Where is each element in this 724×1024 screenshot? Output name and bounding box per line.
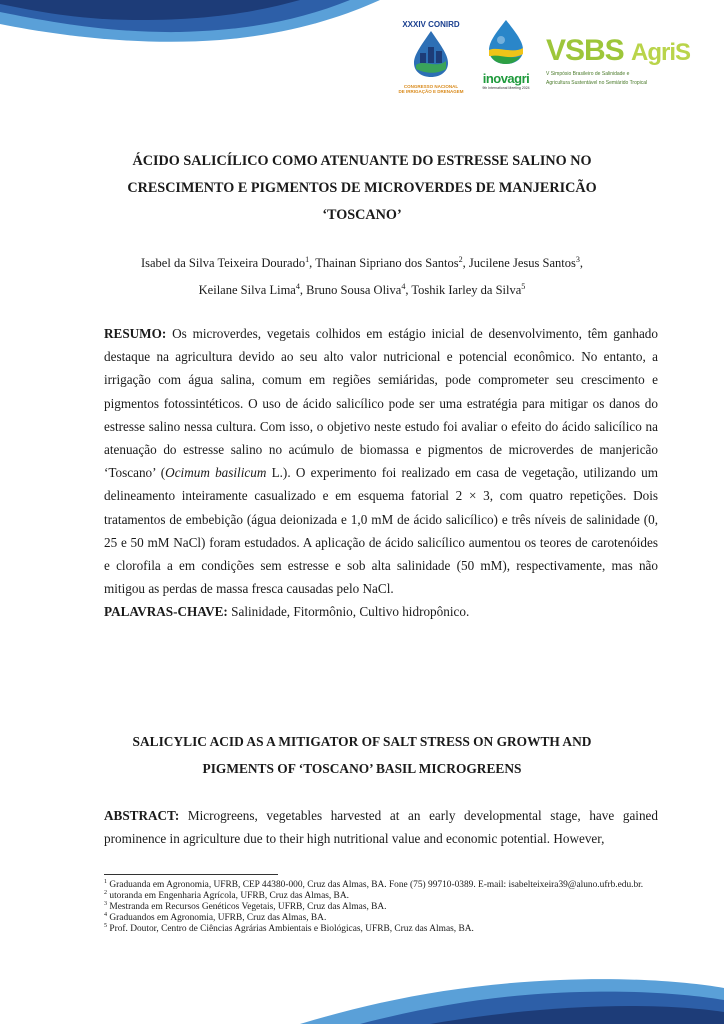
footnote-text: utoranda em Engenharia Agrícola, UFRB, Cruz das Almas, BA.	[107, 891, 349, 901]
footnote	[104, 880, 658, 891]
inovagri-logo	[472, 18, 540, 90]
globe-drop-icon	[483, 18, 529, 66]
author-name: Isabel da Silva Teixeira Dourado	[140, 256, 306, 270]
vsbs-logo-vsbs: VSBS	[546, 34, 624, 67]
author-affiliation-mark: 4	[401, 281, 406, 291]
footnote-text: Graduandos em Agronomia, UFRB, Cruz das Almas, BA.	[107, 913, 327, 923]
footnote-text: Graduanda em Agronomia, UFRB, CEP 44380-000, Cruz das Almas, BA. Fone (75) 99710-0389. E-mail: isabelteixeira39@aluno.ufrb.edu.br.	[107, 880, 644, 890]
footnote-number: 2	[104, 889, 108, 896]
footnote-text: Prof. Doutor, Centro de Ciências Agrárias Ambientais e Biológicas, UFRB, Cruz das Almas, BA.	[107, 924, 474, 934]
footnote	[104, 891, 658, 902]
author-affiliation-mark: 5	[521, 281, 526, 291]
paper-title-pt	[100, 148, 624, 229]
footnote-number: 1	[104, 878, 108, 885]
author-line: Isabel da Silva Teixeira Dourado$^1$, Thainan Sipriano dos Santos$^2$, Jucilene Jesus Santos$^3$,	[140, 254, 584, 270]
author-name: Bruno Sousa Oliva	[306, 283, 402, 297]
footnote-number: 5	[104, 922, 108, 929]
inovagri-logo-subtitle: 9th International Meeting 2024	[482, 86, 530, 90]
resumo-text: Os microverdes, vegetais colhidos em estágio inicial de desenvolvimento, têm ganhado destaque na agricultura devido ao seu alto valor nutricional e potencial econômico. No entanto, a irrigação com água salina, comum em regiões semiáridas, pode comprometer seu crescimento e pigmentos fotossintéticos. O uso de ácido salicílico pode ser uma estratégia para mitigar os danos do estresse salino nessa cultura. Com isso, o objetivo neste estudo foi avaliar o efeito do ácido salicílico na atenuação do estresse salino no acúmulo de biomassa e pigmentos de microverdes de manjericão ‘Toscano’ (	[104, 326, 658, 481]
resumo-label: RESUMO:	[104, 326, 167, 341]
author-affiliation-mark: 4	[295, 281, 300, 291]
footnote	[104, 902, 658, 913]
species-name: Ocimum basilicum	[165, 465, 267, 481]
author-name: Jucilene Jesus Santos	[468, 256, 576, 270]
author-affiliation-mark: 2	[458, 254, 463, 264]
author-list	[100, 250, 624, 304]
resumo-text: L.). O experimento foi realizado em casa de vegetação, utilizando um delineamento inteiramente casualizado e em esquema fatorial 2 × 3, com quatro repetições. Dois tratamentos de embebição (água deionizada e 1,0 mM de ácido salicílico) e três níveis de salinidade (0, 25 e 50 mM NaCl) foram estudados. A aplicação de ácido salicílico aumentou os teores de carotenóides e clorofila a em condições sem estresse e sob alta salinidade (50 mM), respectivamente, mas não mitigou as perdas de massa fresca causadas pelo NaCl.	[104, 465, 659, 597]
author-name: Toshik Iarley da Silva	[411, 283, 522, 297]
paper-title-en-line: PIGMENTS OF ‘TOSCANO’ BASIL MICROGREENS	[202, 761, 522, 776]
author-affiliation-mark: 1	[305, 254, 310, 264]
conird-logo-subtitle-2: DE IRRIGAÇÃO E DRENAGEM	[398, 89, 464, 94]
paper-title-pt-line: ‘TOSCANO’	[322, 207, 402, 223]
resumo-section	[104, 322, 658, 624]
footnote-number: 4	[104, 911, 108, 918]
abstract-section	[104, 804, 658, 850]
footnote-number: 3	[104, 900, 108, 907]
author-name: Thainan Sipriano dos Santos	[315, 256, 459, 270]
keywords-label: PALAVRAS-CHAVE:	[104, 604, 228, 620]
abstract-paragraph	[104, 804, 658, 850]
paper-title-pt-line: CRESCIMENTO E PIGMENTOS DE MICROVERDES DE MANJERICÃO	[127, 180, 597, 196]
resumo-paragraph	[104, 322, 658, 600]
inovagri-logo-name: inovagri	[482, 71, 530, 86]
author-line: Keilane Silva Lima$^4$, Bruno Sousa Oliva$^4$, Toshik Iarley da Silva$^5$	[198, 281, 526, 297]
vsbs-logo-agris: AgriS	[631, 39, 691, 66]
vsbs-logo-subtitle-1: V Simpósio Brasileiro de Salinidade e	[546, 71, 630, 77]
vsbs-logo-subtitle-2: Agricultura Sustentável no Semiárido Tropical	[546, 80, 648, 86]
footnote-divider	[104, 874, 278, 875]
abstract-label: ABSTRACT:	[104, 808, 180, 823]
paper-title-pt-line: ÁCIDO SALICÍLICO COMO ATENUANTE DO ESTRESSE SALINO NO	[132, 153, 592, 169]
conird-logo-title: XXXIV CONIRD	[402, 20, 460, 29]
abstract-text: Microgreens, vegetables harvested at an early developmental stage, have gained prominence in agriculture due to their high nutritional value and economic potential. However,	[104, 808, 658, 847]
conird-logo-subtitle-1: CONGRESSO NACIONAL	[403, 84, 459, 89]
paper-title-en	[100, 728, 624, 782]
footnote	[104, 913, 658, 924]
keywords-text: Salinidade, Fitormônio, Cultivo hidropônico.	[227, 604, 470, 620]
water-drop-icon	[406, 29, 456, 79]
vsbs-agris-logo	[546, 36, 696, 86]
conird-logo	[396, 20, 466, 94]
paper-title-en-line: SALICYLIC ACID AS A MITIGATOR OF SALT STRESS ON GROWTH AND	[132, 734, 592, 749]
footer-wave-decoration	[0, 954, 724, 1024]
event-logos	[396, 18, 696, 108]
author-affiliation-mark: 3	[575, 254, 580, 264]
author-name: Keilane Silva Lima	[198, 283, 296, 297]
vsbs-logo-name	[546, 36, 696, 68]
footnote	[104, 924, 658, 935]
keywords-paragraph	[104, 600, 658, 623]
footnote-text: Mestranda em Recursos Genéticos Vegetais, UFRB, Cruz das Almas, BA.	[107, 902, 387, 912]
footnotes	[104, 880, 658, 935]
